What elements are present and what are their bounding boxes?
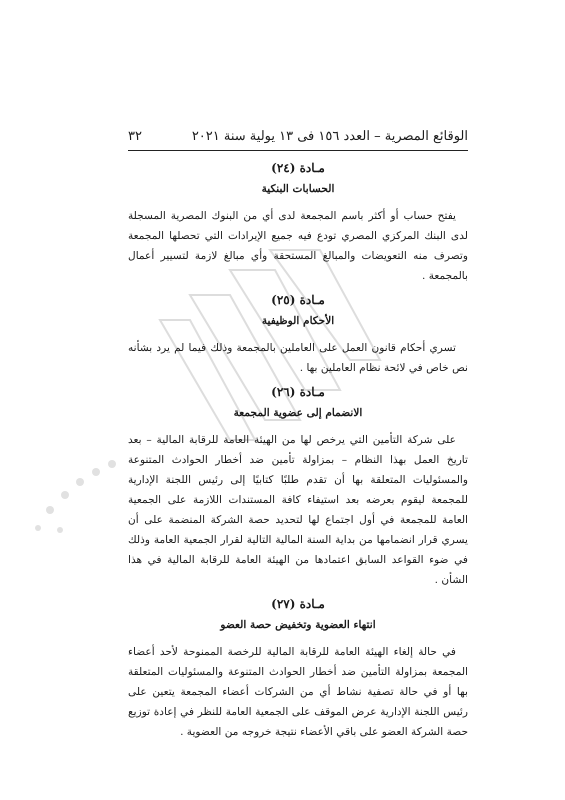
article-title: مـادة (٢٦) xyxy=(271,385,325,399)
article-title: مـادة (٢٥) xyxy=(271,293,325,307)
header-divider xyxy=(128,150,468,151)
article-24 xyxy=(128,158,468,286)
article-title: مـادة (٢٧) xyxy=(271,597,325,611)
article-paragraph: في حالة إلغاء الهيئة العامة للرقابة المالية للرخصة الممنوحة لأحد أعضاء المجمعة بمزاولة التأمين ضد أخطار الحوادث المتنوعة والمسئوليات المتعلقة بها أو في حالة تصفية نشاط أي من الشركات أعضاء المجمعة يتعين على رئيس اللجنة الإدارية عرض الموقف على الجمعية العامة للنظر في إعادة توزيع حصة الشركة العضو على باقي الأعضاء نتيجة خروجه من العضوية . xyxy=(128,646,468,738)
article-27 xyxy=(128,594,468,742)
page-body xyxy=(128,158,468,746)
article-subtitle: الحسابات البنكية xyxy=(261,183,335,195)
article-title: مـادة (٢٤) xyxy=(271,161,325,175)
article-paragraph: تسري أحكام قانون العمل على العاملين بالمجمعة وذلك فيما لم يرد بشأنه نص خاص في لائحة نظام العاملين بها . xyxy=(128,342,468,374)
article-paragraph: يفتح حساب أو أكثر باسم المجمعة لدى أي من البنوك المصرية المسجلة لدى البنك المركزي المصري تودع فيه جميع الإيرادات التي تحصلها المجمعة وتصرف منه التعويضات والمبالغ المستحقة وأي مبالغ لازمة لتسيير أعمال بالمجمعة . xyxy=(128,210,468,282)
article-subtitle: الانضمام إلى عضوية المجمعة xyxy=(233,407,363,419)
header-title: الوقائع المصرية – العدد ١٥٦ فى ١٣ يولية سنة ٢٠٢١ xyxy=(191,129,468,144)
article-paragraph: على شركة التأمين التي يرخص لها من الهيئة العامة للرقابة المالية – بعد تاريخ العمل بهذا النظام – بمزاولة تأمين ضد أخطار الحوادث المتنوعة والمسئوليات المتعلقة بها أن تقدم طلبًا كتابيًا إلى رئيس اللجنة الإدارية للمجمعة ليقوم بعرضه بعد استيفاء كافة المستندات اللازمة على الجمعية العامة للمجمعة في أول اجتماع لها لتحديد حصة الشركة المنضمة على أن يسري قرار انضمامها من بداية السنة المالية التالية لقرار الجمعية العامة وذلك في ضوء القواعد السابق اعتمادها من الهيئة العامة للرقابة المالية في هذا الشأن . xyxy=(128,434,468,586)
page-number: ٣٢ xyxy=(128,129,142,144)
article-25 xyxy=(128,290,468,378)
article-subtitle: انتهاء العضوية وتخفيض حصة العضو xyxy=(220,619,376,631)
page-header xyxy=(128,129,468,144)
article-26 xyxy=(128,382,468,590)
article-subtitle: الأحكام الوظيفية xyxy=(261,315,335,327)
